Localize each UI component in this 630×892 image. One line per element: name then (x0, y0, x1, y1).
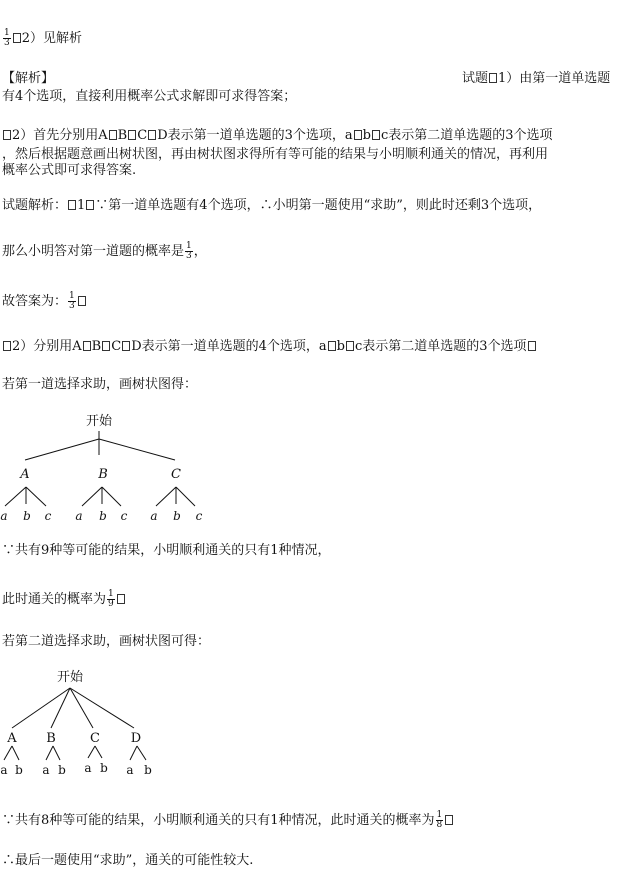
result2-line: ∵共有8种等可能的结果，小明顺利通关的只有1种情况，此时通关的概率为 $\frac{1}{8}$ (2, 811, 454, 830)
tree1-leaf: a (0, 509, 8, 523)
answer-fraction-2: $\frac{1}{3}$ (69, 291, 75, 311)
solution-answer-line: 故答案为： $\frac{1}{3}$ (2, 292, 87, 311)
result1-fraction: $\frac{1}{9}$ (108, 589, 114, 609)
first-help-line: 若第一道选择求助，画树状图得： (2, 377, 198, 392)
tree1-leaf: c (44, 509, 52, 523)
missing-glyph-box (13, 33, 21, 43)
result2-fraction: $\frac{1}{8}$ (436, 810, 443, 830)
missing-glyph-box (122, 341, 130, 351)
missing-glyph-box (3, 341, 11, 351)
tree1-leaf: c (195, 509, 203, 523)
missing-glyph-box (128, 130, 136, 140)
tree1-node-a: A (20, 467, 30, 482)
solution-fraction: $\frac{1}{3}$ (186, 241, 192, 261)
tree1-node-b: B (98, 467, 108, 482)
solution-probability-line: 那么小明答对第一道题的概率是 $\frac{1}{3}$ ， (2, 241, 207, 261)
analysis-part1-continue: 有4个选项，直接利用概率公式求解即可求得答案； (2, 89, 297, 104)
tree1-leaf: c (120, 509, 128, 523)
missing-glyph-box (148, 130, 156, 140)
missing-glyph-box (346, 341, 354, 351)
answer-fraction: $\frac{1}{3}$ (4, 28, 10, 48)
missing-glyph-box (83, 341, 91, 351)
tree2-leaf: a (84, 761, 92, 775)
second-help-line: 若第二道选择求助，画树状图可得： (2, 634, 211, 649)
tree1-leaf: b (99, 509, 107, 523)
missing-glyph-box (102, 341, 110, 351)
missing-glyph-box (86, 200, 94, 210)
tree1-leaf: a (75, 509, 83, 523)
conclusion-line: ∴最后一题使用“求助”，通关的可能性较大. (2, 853, 254, 868)
tree2-node-c: C (90, 731, 100, 746)
tree2-leaf: a (0, 763, 8, 777)
tree2-leaf: a (42, 763, 50, 777)
tree1-root: 开始 (85, 414, 113, 429)
solution-line1: 试题解析： 1 ∵第一道单选题有4个选项，∴小明第一题使用“求助”，则此时还剩3个选项， (2, 198, 542, 213)
part2-analysis-line2: ，然后根据题意画出树状图，再由树状图求得所有等可能的结果与小明顺利通关的情况，再利用 (2, 147, 549, 162)
tree2-leaf: b (15, 763, 23, 777)
missing-glyph-box (109, 130, 117, 140)
tree1-leaf: a (150, 509, 158, 523)
result1-probability-line: 此时通关的概率为 $\frac{1}{9}$ (2, 590, 126, 609)
tree2-node-b: B (46, 731, 56, 746)
missing-glyph-box (489, 73, 497, 83)
tree2-leaf: b (100, 761, 108, 775)
tree2-leaf: b (144, 763, 152, 777)
part2-analysis-line1: 2）首先分别用A B C D表示第一道单选题的3个选项，a b c表示第二道单选题的3个选项 (2, 128, 553, 144)
tree2-node-a: A (7, 731, 17, 746)
tree2-leaf: a (126, 763, 134, 777)
missing-glyph-box (372, 130, 380, 140)
analysis-part1-start: 试题 1）由第一道单选题 (462, 71, 611, 86)
missing-glyph-box (328, 341, 336, 351)
tree1-leaf: b (23, 509, 31, 523)
missing-glyph-box (354, 130, 362, 140)
tree1-node-c: C (171, 467, 181, 482)
missing-glyph-box (445, 815, 453, 825)
tree-diagram-1 (0, 405, 230, 530)
missing-glyph-box (3, 130, 11, 140)
part2-analysis-line3: 概率公式即可求得答案. (2, 163, 137, 178)
part2-solution-line: 2）分别用A B C D表示第一道单选题的4个选项，a b c表示第二道单选题的3个选项 (2, 339, 537, 355)
answer-line: $\frac{1}{3}$ 2）见解析 (4, 28, 83, 48)
tree2-node-d: D (130, 731, 142, 746)
missing-glyph-box (528, 341, 536, 351)
result1-line: ∵共有9种等可能的结果，小明顺利通关的只有1种情况， (2, 543, 331, 558)
tree-diagram-2 (0, 664, 170, 782)
tree1-leaf: b (173, 509, 181, 523)
missing-glyph-box (117, 594, 125, 604)
missing-glyph-box (68, 200, 76, 210)
missing-glyph-box (78, 296, 86, 306)
analysis-label: 【解析】 (2, 71, 55, 86)
tree2-root: 开始 (56, 670, 84, 685)
tree2-leaf: b (58, 763, 66, 777)
